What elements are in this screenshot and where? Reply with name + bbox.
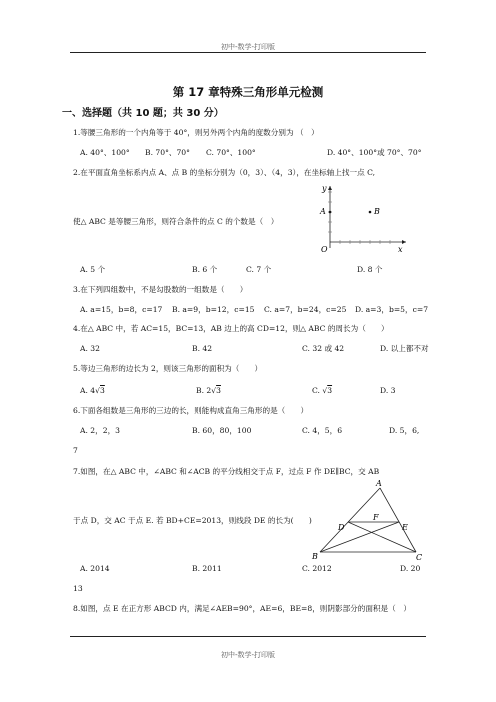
q5-option-d: D. 3 [380, 386, 396, 395]
fig-x-label: x [398, 245, 403, 254]
q1-stem: 1.等腰三角形的一个内角等于 40°，则另外两个内角的度数分别为 （ ） [73, 128, 319, 137]
point-b [369, 211, 372, 214]
section-heading: 一、选择题（共 10 题；共 30 分） [62, 108, 224, 119]
q6-option-a: A. 2，2，3 [80, 426, 120, 435]
fig-a-label: A [320, 207, 326, 216]
q2-stem-line2: 使△ ABC 是等腰三角形，则符合条件的点 C 的个数是（ ） [73, 217, 279, 226]
fig-label-c: C [416, 553, 423, 562]
q6-option-d-wrap: 7 [73, 446, 78, 455]
q3-option-c: C. a=7，b=24，c=25 [264, 305, 347, 314]
footer-rule [70, 636, 426, 637]
q5-a-radicand: 3 [100, 386, 105, 395]
q5-option-b [196, 386, 221, 396]
q4-option-b: B. 42 [192, 344, 213, 353]
q5-option-c [312, 386, 332, 396]
q7-stem-line2: 于点 D，交 AC 于点 E. 若 BD+CE=2013，则线段 DE 的长为( ) [73, 516, 312, 525]
q7-option-b: B. 2011 [192, 564, 222, 573]
q7-option-a: A. 2014 [80, 564, 110, 573]
page-footer: 初中-数学-打印版 [220, 651, 276, 659]
sqrt-sign: √ [211, 386, 217, 395]
fig-label-d: D [338, 523, 345, 532]
fig-origin-label: O [321, 245, 328, 254]
q2-coordinate-figure [318, 182, 428, 254]
header-rule [70, 52, 426, 53]
fig-label-f: F [373, 513, 379, 522]
q4-option-d: D. 以上都不对 [380, 344, 429, 353]
q2-option-a: A. 5 个 [80, 265, 106, 274]
sqrt-sign: √ [322, 386, 328, 395]
q1-option-c: C. 70°、100° [206, 148, 256, 157]
q4-stem: 4.在△ ABC 中，若 AC=15，BC=13，AB 边上的高 CD=12，则△ ABC 的周长为（ ） [73, 324, 389, 333]
q6-option-d: D. 5，6, [389, 426, 420, 435]
fig-label-b: B [312, 552, 318, 561]
point-a [329, 211, 332, 214]
q7-option-d: D. 20 [400, 564, 421, 573]
page-title: 第 17 章特殊三角形单元检测 [172, 85, 324, 99]
q5-a-coef: A. 4 [80, 386, 96, 395]
q5-c-coef: C. [312, 386, 323, 395]
q8-stem: 8.如图，点 E 在正方形 ABCD 内，满足∠AEB=90°，AE=6，BE=8，则阴影部分的面积是（ ） [73, 604, 411, 613]
q2-option-b: B. 6 个 [192, 265, 218, 274]
q1-option-a: A. 40°、100° [80, 148, 130, 157]
q6-stem: 6.下面各组数是三角形的三边的长，则能构成直角三角形的是（ ） [73, 406, 309, 415]
fig-label-a: A [376, 479, 382, 488]
q3-option-d: D. a=3，b=5，c=7 [355, 305, 429, 314]
q4-option-c: C. 32 或 42 [302, 344, 345, 353]
q5-b-radicand: 3 [216, 386, 221, 395]
q7-option-c: C. 2012 [302, 564, 332, 573]
fig-label-e: E [402, 523, 408, 532]
q4-option-a: A. 32 [80, 344, 100, 353]
q3-option-a: A. a=15，b=8，c=17 [80, 305, 163, 314]
q7-option-d-wrap: 13 [73, 584, 83, 593]
fig-b-label: B [374, 207, 380, 216]
q7-stem-line1: 7.如图，在△ ABC 中，∠ABC 和∠ACB 的平分线相交于点 F，过点 F 作 DE∥BC，交 AB [73, 467, 380, 476]
fig-y-label: y [322, 184, 327, 193]
q6-option-c: C. 4，5，6 [302, 426, 343, 435]
q1-option-b: B. 70°、70° [145, 148, 190, 157]
q1-option-d: D. 40°、100°或 70°、70° [327, 148, 422, 157]
q2-option-c: C. 7 个 [246, 265, 272, 274]
page-header: 初中-数学-打印版 [220, 43, 276, 51]
sqrt-sign: √ [95, 386, 100, 395]
q2-stem-line1: 2.在平面直角坐标系内点 A、点 B 的坐标分别为（0，3）、（4，3），在坐标轴上找一点 C, [73, 168, 376, 177]
q3-stem: 3.在下列四组数中，不是勾股数的一组数是（ ） [73, 285, 248, 294]
q6-option-b: B. 60，80，100 [192, 426, 252, 435]
q3-option-b: B. a=9，b=12，c=15 [172, 305, 255, 314]
q5-option-a [80, 386, 105, 396]
q5-b-coef: B. 2 [196, 386, 212, 395]
q7-triangle-figure [312, 479, 428, 562]
q2-option-d: D. 8 个 [357, 265, 383, 274]
q5-c-radicand: 3 [327, 386, 333, 395]
q5-stem: 5.等边三角形的边长为 2，则该三角形的面积为（ ） [73, 364, 263, 373]
